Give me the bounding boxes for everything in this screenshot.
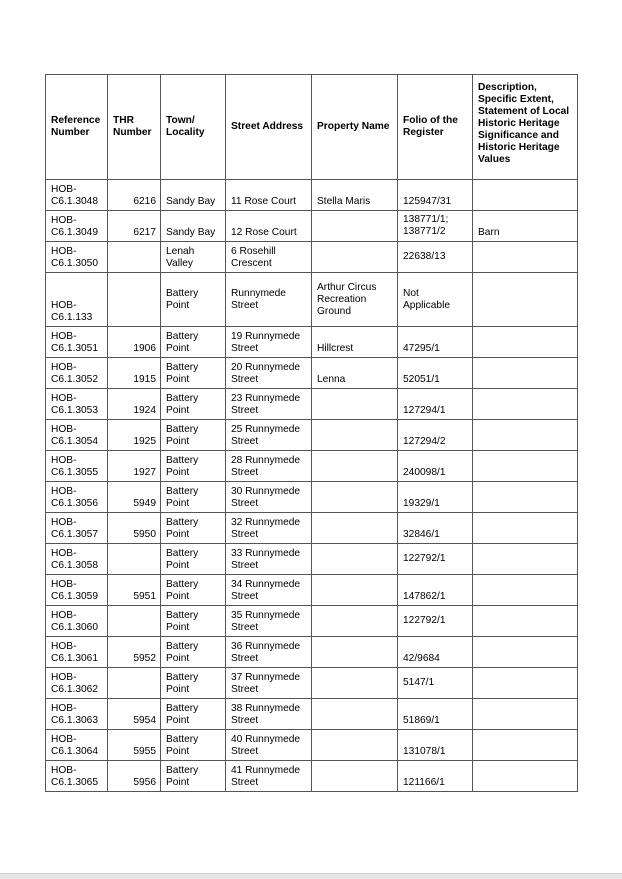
cell-property-name <box>312 451 398 482</box>
cell-thr-number: 6217 <box>108 211 161 242</box>
cell-street-address: 32 Runnymede Street <box>226 513 312 544</box>
table-row <box>46 668 578 699</box>
cell-street-address: 33 Runnymede Street <box>226 544 312 575</box>
cell-town-locality: Battery Point <box>161 544 226 575</box>
cell-town-locality: Battery Point <box>161 451 226 482</box>
cell-folio: 52051/1 <box>398 358 473 389</box>
cell-description <box>473 451 578 482</box>
table-row <box>46 358 578 389</box>
cell-thr-number: 5952 <box>108 637 161 668</box>
cell-description <box>473 575 578 606</box>
cell-thr-number <box>108 273 161 327</box>
cell-description <box>473 242 578 273</box>
cell-property-name <box>312 482 398 513</box>
cell-town-locality: Battery Point <box>161 482 226 513</box>
cell-town-locality: Sandy Bay <box>161 211 226 242</box>
cell-reference-number: HOB-C6.1.3060 <box>46 606 108 637</box>
cell-description <box>473 358 578 389</box>
cell-folio: 22638/13 <box>398 242 473 273</box>
cell-reference-number: HOB-C6.1.3062 <box>46 668 108 699</box>
cell-thr-number <box>108 544 161 575</box>
cell-thr-number: 1924 <box>108 389 161 420</box>
cell-folio: 5147/1 <box>398 668 473 699</box>
cell-thr-number: 5949 <box>108 482 161 513</box>
cell-property-name <box>312 606 398 637</box>
cell-description <box>473 544 578 575</box>
cell-street-address: 35 Runnymede Street <box>226 606 312 637</box>
cell-folio: 138771/1; 138771/2 <box>398 211 473 242</box>
cell-folio: 42/9684 <box>398 637 473 668</box>
cell-street-address: 36 Runnymede Street <box>226 637 312 668</box>
cell-reference-number: HOB-C6.1.3057 <box>46 513 108 544</box>
table-header-row <box>46 75 578 180</box>
header-property-name: Property Name <box>312 75 398 180</box>
cell-street-address: 12 Rose Court <box>226 211 312 242</box>
cell-thr-number <box>108 668 161 699</box>
table-row <box>46 575 578 606</box>
table-row <box>46 606 578 637</box>
cell-description <box>473 606 578 637</box>
cell-property-name: Hillcrest <box>312 327 398 358</box>
cell-reference-number: HOB-C6.1.3061 <box>46 637 108 668</box>
cell-folio: 51869/1 <box>398 699 473 730</box>
cell-thr-number: 1915 <box>108 358 161 389</box>
cell-reference-number: HOB-C6.1.3056 <box>46 482 108 513</box>
cell-property-name <box>312 544 398 575</box>
cell-folio: 122792/1 <box>398 544 473 575</box>
cell-reference-number: HOB-C6.1.133 <box>46 273 108 327</box>
cell-street-address: Runnymede Street <box>226 273 312 327</box>
cell-property-name <box>312 242 398 273</box>
cell-reference-number: HOB-C6.1.3051 <box>46 327 108 358</box>
cell-town-locality: Battery Point <box>161 699 226 730</box>
cell-reference-number: HOB-C6.1.3058 <box>46 544 108 575</box>
header-thr-number: THR Number <box>108 75 161 180</box>
cell-property-name: Lenna <box>312 358 398 389</box>
cell-description <box>473 420 578 451</box>
cell-town-locality: Battery Point <box>161 761 226 792</box>
cell-description <box>473 637 578 668</box>
header-description: Description, Specific Extent, Statement of Local Historic Heritage Significance and Historic Heritage Values <box>473 75 578 180</box>
cell-street-address: 40 Runnymede Street <box>226 730 312 761</box>
cell-folio: 121166/1 <box>398 761 473 792</box>
cell-description <box>473 668 578 699</box>
cell-description <box>473 482 578 513</box>
cell-property-name: Arthur Circus Recreation Ground <box>312 273 398 327</box>
cell-reference-number: HOB-C6.1.3064 <box>46 730 108 761</box>
table-row <box>46 273 578 327</box>
heritage-register-table <box>45 74 578 792</box>
cell-folio: 147862/1 <box>398 575 473 606</box>
cell-town-locality: Lenah Valley <box>161 242 226 273</box>
cell-description <box>473 389 578 420</box>
cell-town-locality: Battery Point <box>161 389 226 420</box>
cell-property-name <box>312 513 398 544</box>
cell-town-locality: Battery Point <box>161 273 226 327</box>
cell-property-name <box>312 668 398 699</box>
cell-folio: 127294/1 <box>398 389 473 420</box>
cell-street-address: 11 Rose Court <box>226 180 312 211</box>
table-row <box>46 327 578 358</box>
cell-street-address: 25 Runnymede Street <box>226 420 312 451</box>
cell-street-address: 38 Runnymede Street <box>226 699 312 730</box>
cell-street-address: 6 Rosehill Crescent <box>226 242 312 273</box>
cell-town-locality: Battery Point <box>161 730 226 761</box>
cell-folio: 240098/1 <box>398 451 473 482</box>
cell-property-name <box>312 699 398 730</box>
cell-property-name <box>312 420 398 451</box>
cell-reference-number: HOB-C6.1.3055 <box>46 451 108 482</box>
cell-folio: Not Applicable <box>398 273 473 327</box>
cell-folio: 19329/1 <box>398 482 473 513</box>
cell-reference-number: HOB-C6.1.3050 <box>46 242 108 273</box>
cell-description <box>473 699 578 730</box>
cell-description <box>473 180 578 211</box>
cell-thr-number: 5955 <box>108 730 161 761</box>
cell-thr-number: 5951 <box>108 575 161 606</box>
page-bottom-edge <box>0 873 622 879</box>
cell-folio: 125947/31 <box>398 180 473 211</box>
table-row <box>46 482 578 513</box>
cell-thr-number: 1927 <box>108 451 161 482</box>
table-row <box>46 242 578 273</box>
cell-reference-number: HOB-C6.1.3063 <box>46 699 108 730</box>
cell-thr-number <box>108 606 161 637</box>
cell-thr-number: 5954 <box>108 699 161 730</box>
cell-folio: 47295/1 <box>398 327 473 358</box>
table-row <box>46 544 578 575</box>
cell-town-locality: Battery Point <box>161 637 226 668</box>
cell-folio: 32846/1 <box>398 513 473 544</box>
cell-property-name <box>312 211 398 242</box>
cell-town-locality: Sandy Bay <box>161 180 226 211</box>
cell-description: Barn <box>473 211 578 242</box>
cell-reference-number: HOB-C6.1.3049 <box>46 211 108 242</box>
table-row <box>46 420 578 451</box>
table-row <box>46 389 578 420</box>
table-row <box>46 513 578 544</box>
cell-town-locality: Battery Point <box>161 420 226 451</box>
cell-town-locality: Battery Point <box>161 575 226 606</box>
cell-street-address: 19 Runnymede Street <box>226 327 312 358</box>
cell-description <box>473 513 578 544</box>
cell-property-name <box>312 389 398 420</box>
cell-description <box>473 761 578 792</box>
header-town-locality: Town/ Locality <box>161 75 226 180</box>
cell-property-name <box>312 730 398 761</box>
cell-street-address: 28 Runnymede Street <box>226 451 312 482</box>
cell-thr-number: 6216 <box>108 180 161 211</box>
table-row <box>46 180 578 211</box>
table-row <box>46 211 578 242</box>
cell-reference-number: HOB-C6.1.3048 <box>46 180 108 211</box>
cell-reference-number: HOB-C6.1.3053 <box>46 389 108 420</box>
cell-town-locality: Battery Point <box>161 668 226 699</box>
table-row <box>46 699 578 730</box>
cell-town-locality: Battery Point <box>161 327 226 358</box>
cell-reference-number: HOB-C6.1.3054 <box>46 420 108 451</box>
cell-property-name: Stella Maris <box>312 180 398 211</box>
cell-property-name <box>312 575 398 606</box>
table-body <box>46 180 578 792</box>
cell-thr-number: 1906 <box>108 327 161 358</box>
cell-street-address: 41 Runnymede Street <box>226 761 312 792</box>
cell-reference-number: HOB-C6.1.3065 <box>46 761 108 792</box>
table-row <box>46 761 578 792</box>
cell-street-address: 23 Runnymede Street <box>226 389 312 420</box>
cell-folio: 127294/2 <box>398 420 473 451</box>
cell-street-address: 30 Runnymede Street <box>226 482 312 513</box>
table-row <box>46 451 578 482</box>
cell-property-name <box>312 637 398 668</box>
cell-description <box>473 327 578 358</box>
cell-town-locality: Battery Point <box>161 358 226 389</box>
cell-town-locality: Battery Point <box>161 606 226 637</box>
cell-folio: 131078/1 <box>398 730 473 761</box>
cell-thr-number <box>108 242 161 273</box>
table-row <box>46 637 578 668</box>
cell-street-address: 37 Runnymede Street <box>226 668 312 699</box>
header-street-address: Street Address <box>226 75 312 180</box>
cell-thr-number: 5956 <box>108 761 161 792</box>
cell-folio: 122792/1 <box>398 606 473 637</box>
cell-property-name <box>312 761 398 792</box>
table-row <box>46 730 578 761</box>
cell-street-address: 20 Runnymede Street <box>226 358 312 389</box>
header-folio: Folio of the Register <box>398 75 473 180</box>
cell-thr-number: 5950 <box>108 513 161 544</box>
header-reference-number: Reference Number <box>46 75 108 180</box>
cell-thr-number: 1925 <box>108 420 161 451</box>
cell-town-locality: Battery Point <box>161 513 226 544</box>
cell-reference-number: HOB-C6.1.3059 <box>46 575 108 606</box>
cell-description <box>473 273 578 327</box>
cell-reference-number: HOB-C6.1.3052 <box>46 358 108 389</box>
cell-street-address: 34 Runnymede Street <box>226 575 312 606</box>
cell-description <box>473 730 578 761</box>
